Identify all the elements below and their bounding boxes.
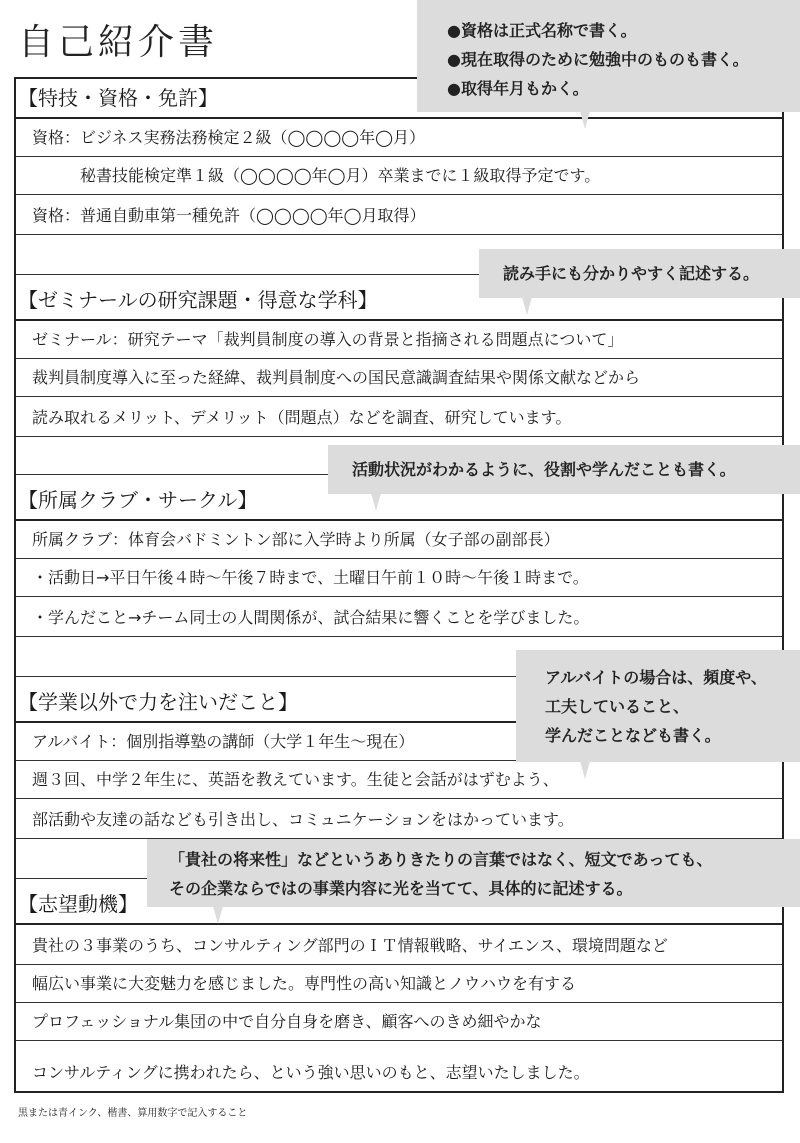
line-text: 週３回、中学２年生に、英語を教えています。生徒と会話がはずむよう、 (32, 770, 559, 789)
form-line[interactable] (16, 321, 782, 359)
callout-line: ●現在取得のために勉強中のものも書く。 (447, 50, 749, 69)
form-line[interactable] (16, 761, 782, 799)
resume-form (14, 77, 784, 1093)
callout-tail (580, 111, 590, 129)
callout-line: ●取得年月もかく。 (447, 79, 589, 98)
callout-tail (213, 906, 223, 924)
form-line[interactable] (16, 559, 782, 597)
callout-club (328, 445, 800, 494)
callout-line: 学んだことなども書く。 (545, 726, 721, 745)
callout-tail (371, 493, 381, 511)
section-header-label: 【学業以外で力を注いだこと】 (18, 690, 298, 714)
callout-line: 読み手にも分かりやすく記述する。 (503, 264, 760, 283)
form-line[interactable] (16, 1003, 782, 1041)
callout-outside (516, 650, 800, 762)
callout-qualifications (417, 0, 800, 112)
callout-motivation (147, 839, 800, 907)
callout-line: 「貴社の将来性」などというありきたりの言葉ではなく、短文であっても、 (169, 850, 713, 869)
form-line[interactable] (16, 521, 782, 559)
form-line[interactable] (16, 965, 782, 1003)
callout-line: その企業ならではの事業内容に光を当てて、具体的に記述する。 (169, 879, 633, 898)
form-line[interactable] (16, 157, 782, 195)
callout-line: アルバイトの場合は、頻度や、 (545, 668, 767, 687)
section-header-label: 【ゼミナールの研究課題・得意な学科】 (18, 288, 378, 312)
callout-line: 活動状況がわかるように、役割や学んだことも書く。 (352, 460, 736, 479)
section-header-label: 【所属クラブ・サークル】 (18, 488, 258, 512)
form-line[interactable] (16, 119, 782, 157)
form-line[interactable] (16, 925, 782, 965)
line-text: ・活動日→平日午後４時〜午後７時まで、土曜日午前１０時〜午後１時まで。 (32, 568, 589, 587)
callout-tail (522, 297, 532, 315)
callout-tail (580, 761, 590, 779)
form-line[interactable] (16, 1041, 782, 1091)
section-header-label: 【志望動機】 (18, 892, 138, 916)
form-line[interactable] (16, 397, 782, 437)
line-text: アルバイト：個別指導塾の講師（大学１年生〜現在） (32, 732, 415, 751)
line-text: 秘書技能検定準１級（◯◯◯◯年◯月）卒業までに１級取得予定です。 (80, 166, 601, 185)
form-line[interactable] (16, 195, 782, 235)
line-text: プロフェッショナル集団の中で自分自身を磨き、顧客へのきめ細やかな (32, 1012, 542, 1031)
callout-line: ●資格は正式名称で書く。 (447, 21, 637, 40)
line-text: 裁判員制度導入に至った経緯、裁判員制度への国民意識調査結果や関係文献などから (32, 368, 641, 387)
form-line[interactable] (16, 597, 782, 637)
form-line[interactable] (16, 799, 782, 839)
line-text: 資格：ビジネス実務法務検定２級（◯◯◯◯年◯月） (32, 128, 426, 147)
line-text: 幅広い事業に大変魅力を感じました。専門性の高い知識とノウハウを有する (32, 974, 577, 993)
page-title: 自己紹介書 (18, 22, 219, 63)
line-text: 部活動や友達の話なども引き出し、コミュニケーションをはかっています。 (32, 810, 574, 829)
line-text: 貴社の３事業のうち、コンサルティング部門のＩＴ情報戦略、サイエンス、環境問題など (32, 936, 668, 955)
line-text: コンサルティングに携われたら、という強い思いのもと、志望いたしました。 (32, 1063, 590, 1082)
form-line[interactable] (16, 359, 782, 397)
line-text: 所属クラブ：体育会バドミントン部に入学時より所属（女子部の副部長） (32, 530, 560, 549)
callout-seminar (479, 249, 800, 298)
footer-note: 黒または青インク、楷書、算用数字で記入すること (18, 1108, 248, 1119)
line-text: ・学んだこと→チーム同士の人間関係が、試合結果に響くことを学びました。 (32, 608, 590, 627)
callout-line: 工夫していること、 (545, 697, 690, 716)
line-text: ゼミナール：研究テーマ「裁判員制度の導入の背景と指摘される問題点について」 (32, 330, 624, 349)
line-text: 読み取れるメリット、デメリット（問題点）などを調査、研究しています。 (32, 408, 572, 427)
section-header-label: 【特技・資格・免許】 (18, 86, 218, 110)
line-text: 資格：普通自動車第一種免許（◯◯◯◯年◯月取得） (32, 206, 426, 225)
